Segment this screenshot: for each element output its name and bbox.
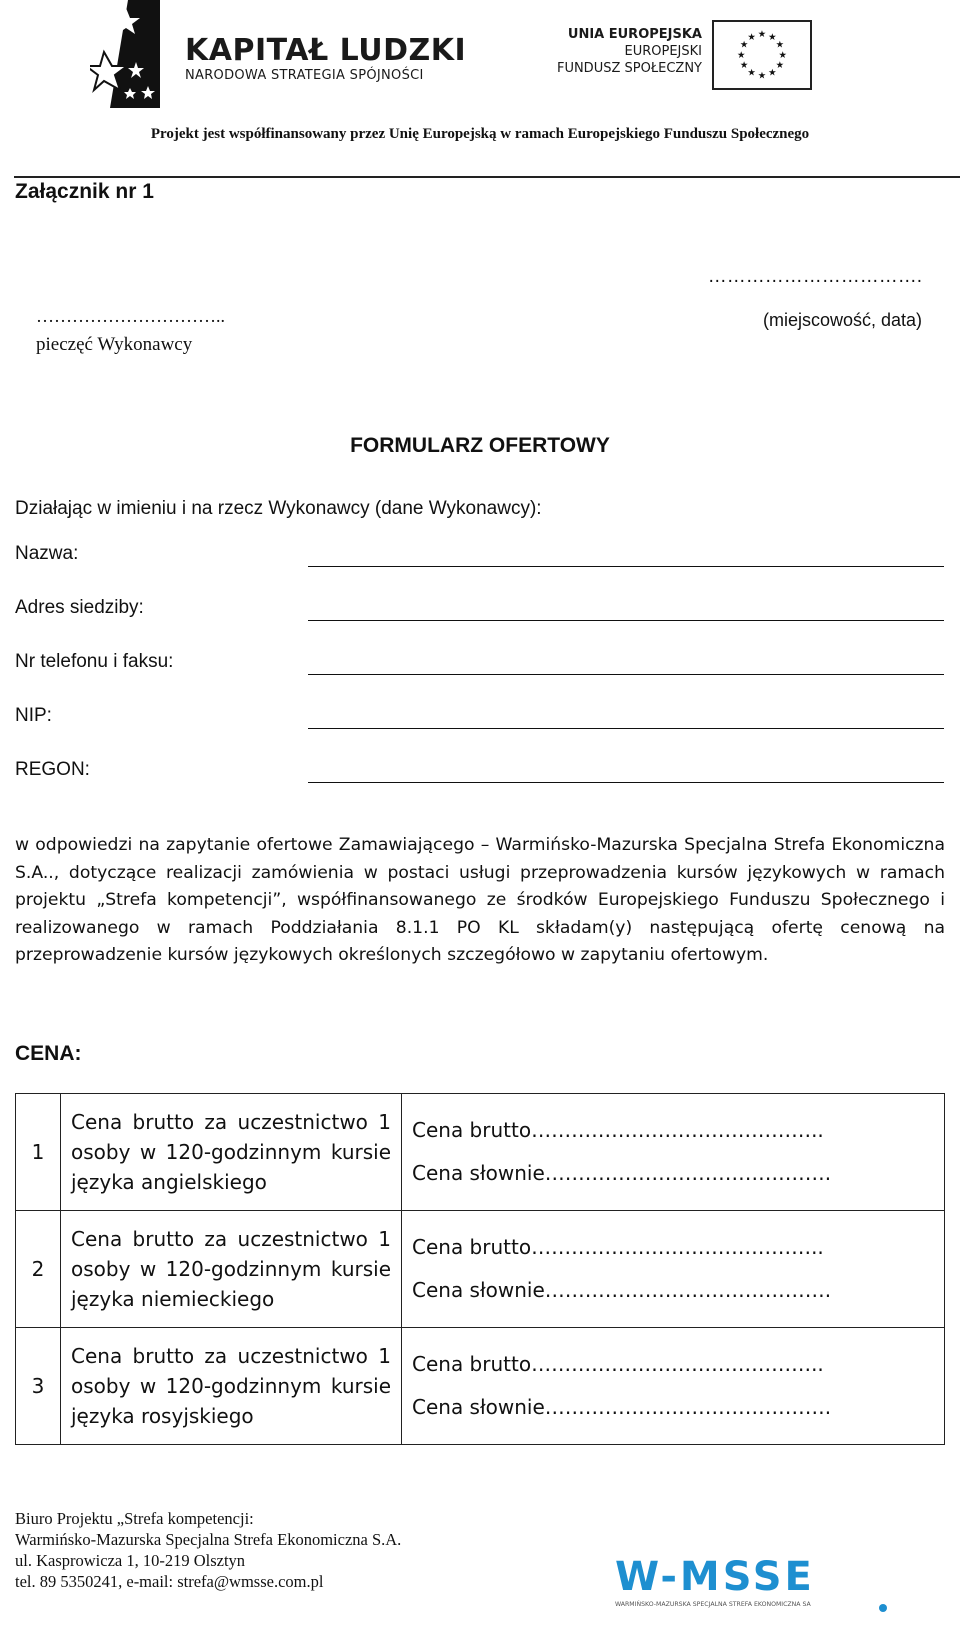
field-label-address: Adres siedziby: xyxy=(15,597,144,618)
annex-label: Załącznik nr 1 xyxy=(15,180,154,203)
header-divider xyxy=(14,176,960,178)
cofinancing-note: Projekt jest współfinansowany przez Unię Europejską w ramach Europejskiego Funduszu Społecznego xyxy=(150,126,810,142)
row-price-cell[interactable] xyxy=(402,1094,945,1211)
price-heading: CENA: xyxy=(15,1042,82,1065)
kapital-ludzki-logo xyxy=(90,0,467,110)
eu-logo-line2: EUROPEJSKI xyxy=(624,44,702,59)
form-title: FORMULARZ OFERTOWY xyxy=(350,434,610,457)
svg-text:★: ★ xyxy=(775,39,785,51)
table-row xyxy=(16,1211,945,1328)
date-placeholder-dots: ……………………………. xyxy=(707,266,922,287)
svg-text:★: ★ xyxy=(737,49,746,61)
wmsse-logo-text: W-MSSE xyxy=(615,1554,815,1600)
footer-line1: Biuro Projektu „Strefa kompetencji: xyxy=(15,1509,254,1528)
field-line-phone[interactable] xyxy=(308,674,944,675)
eu-flag-icon xyxy=(712,20,812,90)
price-words-field[interactable]: Cena słownie……………………………………. xyxy=(412,1395,832,1419)
kapital-ludzki-subtitle: NARODOWA STRATEGIA SPÓJNOŚCI xyxy=(185,68,424,83)
svg-text:★: ★ xyxy=(778,49,787,61)
svg-text:★: ★ xyxy=(739,39,749,51)
offer-paragraph: w odpowiedzi na zapytanie ofertowe Zamawiającego – Warmińsko-Mazurska Specjalna Strefa Ekonomiczna S.A.., dotyczące realizacji zamówienia w postaci usługi przeprowadzenia kursów językowych w ramach projektu „Strefa kompetencji”, współfinansowanego ze środków Europejskiego Funduszu Społecznego i realizowanego w ramach Poddziałania 8.1.1 PO KL składam(y) następującą ofertę cenową na przeprowadzenie kursów językowych określonych szczegółowo w zapytaniu ofertowym. xyxy=(15,835,945,965)
stamp-label: pieczęć Wykonawcy xyxy=(36,334,193,355)
svg-text:★: ★ xyxy=(757,29,767,41)
table-row xyxy=(16,1094,945,1211)
eu-logo xyxy=(557,20,812,90)
field-line-address[interactable] xyxy=(308,620,944,621)
kapital-ludzki-title: KAPITAŁ LUDZKI xyxy=(185,33,467,68)
footer-line3: ul. Kasprowicza 1, 10-219 Olsztyn xyxy=(15,1551,246,1570)
row-description: Cena brutto za uczestnictwo 1 osoby w 120-godzinnym kursie języka angielskiego xyxy=(61,1094,402,1211)
row-price-cell[interactable] xyxy=(402,1328,945,1445)
price-words-field[interactable]: Cena słownie……………………………………. xyxy=(412,1278,832,1302)
svg-text:★: ★ xyxy=(768,31,777,43)
row-description: Cena brutto za uczestnictwo 1 osoby w 120-godzinnym kursie języka niemieckiego xyxy=(61,1211,402,1328)
price-gross-field[interactable]: Cena brutto…………………………………….. xyxy=(412,1118,824,1142)
svg-text:★: ★ xyxy=(757,70,767,82)
price-table xyxy=(15,1093,945,1445)
svg-text:★: ★ xyxy=(747,31,756,43)
field-label-phone: Nr telefonu i faksu: xyxy=(15,651,174,672)
footer-address xyxy=(15,1508,401,1592)
eu-logo-text xyxy=(557,26,702,77)
price-words-field[interactable]: Cena słownie……………………………………. xyxy=(412,1161,832,1185)
field-label-name: Nazwa: xyxy=(15,543,79,564)
eu-logo-line1: UNIA EUROPEJSKA xyxy=(567,27,702,42)
row-price-cell[interactable] xyxy=(402,1211,945,1328)
field-line-regon[interactable] xyxy=(308,782,944,783)
row-number: 3 xyxy=(16,1328,61,1445)
field-label-nip: NIP: xyxy=(15,705,52,726)
svg-text:★: ★ xyxy=(768,67,777,79)
eu-logo-line3: FUNDUSZ SPOŁECZNY xyxy=(556,61,702,76)
field-label-regon: REGON: xyxy=(15,759,90,780)
wmsse-logo-subtitle: WARMIŃSKO-MAZURSKA SPECJALNA STREFA EKONOMICZNA SA xyxy=(615,1601,811,1608)
stamp-placeholder-dots: ………………………….. xyxy=(36,306,225,326)
wmsse-logo-dot-icon xyxy=(879,1604,887,1612)
wmsse-logo xyxy=(613,1552,903,1612)
footer-line4: tel. 89 5350241, e-mail: strefa@wmsse.com.pl xyxy=(15,1572,324,1591)
price-gross-field[interactable]: Cena brutto…………………………………….. xyxy=(412,1235,824,1259)
field-line-name[interactable] xyxy=(308,566,944,567)
table-row xyxy=(16,1328,945,1445)
row-description: Cena brutto za uczestnictwo 1 osoby w 120-godzinnym kursie języka rosyjskiego xyxy=(61,1328,402,1445)
row-number: 2 xyxy=(16,1211,61,1328)
price-gross-field[interactable]: Cena brutto…………………………………….. xyxy=(412,1352,824,1376)
footer-line2: Warmińsko-Mazurska Specjalna Strefa Ekonomiczna S.A. xyxy=(15,1530,402,1549)
row-number: 1 xyxy=(16,1094,61,1211)
svg-text:★: ★ xyxy=(747,67,756,79)
svg-text:★: ★ xyxy=(775,60,785,72)
date-label: (miejscowość, data) xyxy=(762,310,922,330)
field-line-nip[interactable] xyxy=(308,728,944,729)
kapital-ludzki-emblem-icon xyxy=(90,0,160,108)
intro-text: Działając w imieniu i na rzecz Wykonawcy (dane Wykonawcy): xyxy=(15,498,542,519)
svg-text:★: ★ xyxy=(739,60,749,72)
